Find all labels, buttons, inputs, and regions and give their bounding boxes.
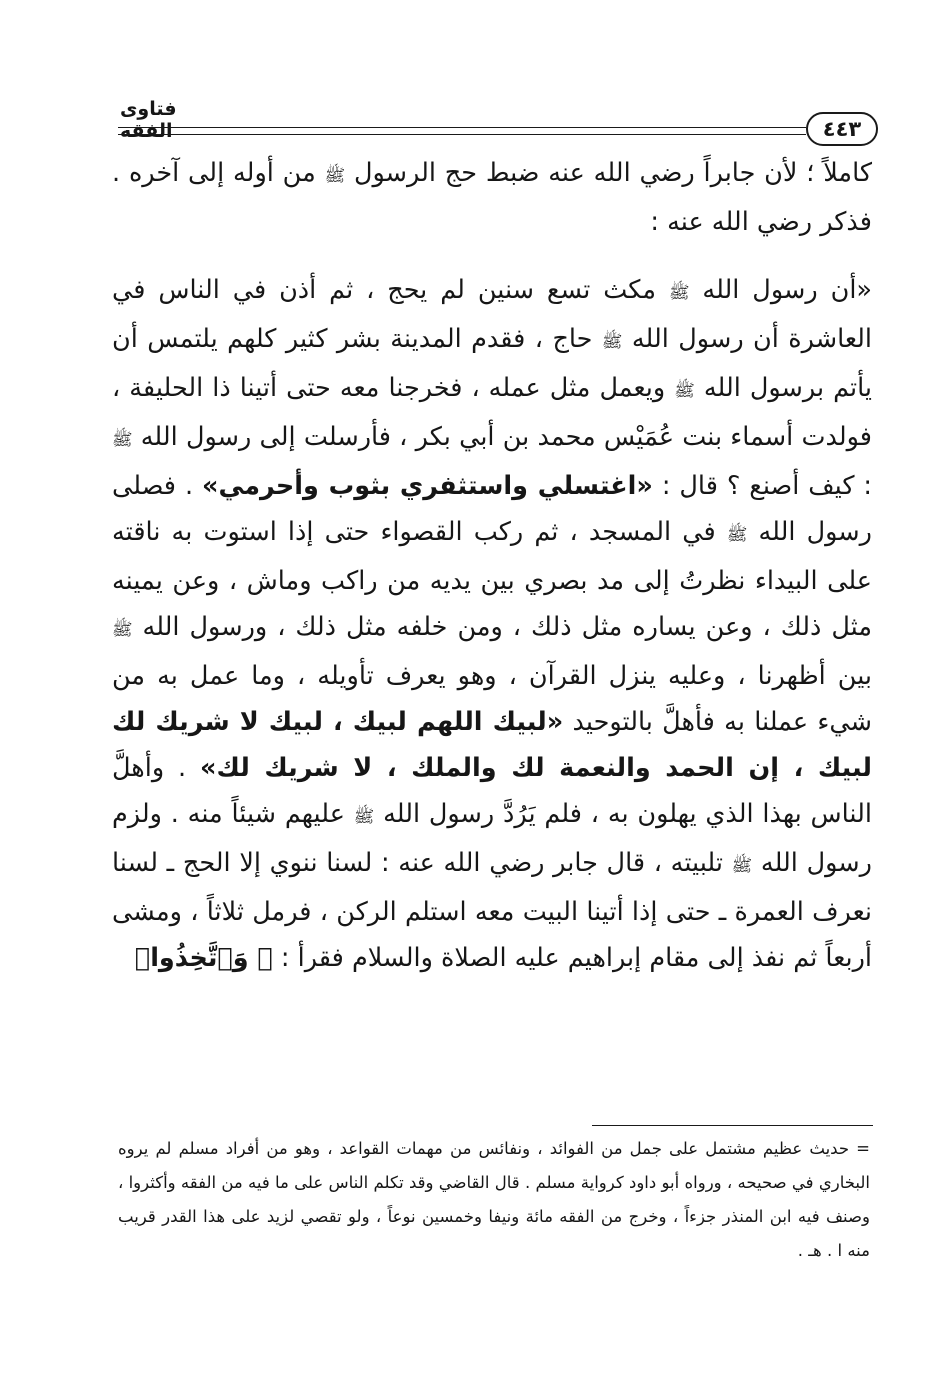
honorific-glyph: ﷺ xyxy=(112,430,133,450)
honorific-glyph: ﷺ xyxy=(731,856,753,876)
honorific-glyph: ﷺ xyxy=(668,283,690,303)
text-run: في المسجد ، ثم ركب القصواء حتى إذا استوت به ناقته على البيداء نظرتُ إلى مد بصري بين يديه من راكب وماش ، وعن يمينه مثل ذلك ، وعن يساره مثل ذلك ، ومن خلفه مثل ذلك ، ورسول الله xyxy=(112,517,872,642)
honorific-glyph: ﷺ xyxy=(353,807,375,827)
bold-talbiyah: «لبيك اللهم لبيك ، لبيك لا شريك لك لبيك ، إن الحمد والنعمة لك والملك ، لا شريك لك» xyxy=(112,707,873,783)
paragraph-hadith xyxy=(112,267,872,981)
header-rule xyxy=(118,127,806,135)
footnote: = حديث عظيم مشتمل على جمل من الفوائد ، ونفائس من مهمات القواعد ، وهو من أفراد مسلم لم يروه البخاري في صحيحه ، ورواه أبو داود كرواية مسلم . قال القاضي وقد تكلم الناس على ما فيه من الفقه وأكثروا ، وصنف فيه ابن المنذر جزءاً ، وخرج من الفقه مائة ونيفا وخمسين نوعاً ، ولو تقصي لزيد على هذا القدر قريب منه ا . هـ . xyxy=(118,1139,870,1260)
text-run: «أن رسول الله xyxy=(702,275,873,305)
text-run: . فصلى رسول الله xyxy=(112,471,872,547)
text-run: : كيف أصنع ؟ قال : xyxy=(661,471,873,501)
text-run: ويعمل مثل عمله ، فخرجنا معه حتى أتينا ذا الحليفة ، فولدت أسماء بنت عُمَيْس محمد بن أبي بكر ، فأرسلت إلى رسول الله xyxy=(112,373,872,452)
page-number-badge xyxy=(806,112,878,146)
honorific-glyph: ﷺ xyxy=(112,620,133,640)
text-run: . وأهلَّ الناس بهذا الذي يهلون به ، فلم يَرُدَّ رسول الله xyxy=(112,753,872,829)
honorific-glyph: ﷺ xyxy=(726,525,748,545)
text-run: حاج ، فقدم المدينة بشر كثير كلهم يلتمس أن يأتم برسول الله xyxy=(112,324,873,403)
main-text xyxy=(112,150,872,981)
honorific-glyph: ﷺ xyxy=(601,332,623,352)
honorific-glyph: ﷺ xyxy=(674,381,695,401)
paragraph-intro xyxy=(112,150,872,245)
page-number: ٤٤٣ xyxy=(822,117,862,141)
footnote-rule xyxy=(592,1125,873,1126)
text-run: كاملاً ؛ لأن جابراً رضي الله عنه ضبط حج الرسول xyxy=(353,158,872,188)
text-run: بين أظهرنا ، وعليه ينزل القرآن ، وهو يعرف تأويله ، وما عمل به من شيء عملنا به فأهلَّ بالتوحيد xyxy=(112,661,873,737)
text-run: من أوله إلى آخره . فذكر رضي الله عنه : xyxy=(112,158,872,237)
running-header-title: فتاوى الفقه xyxy=(120,98,177,142)
text-run: مكث تسع سنين لم يحج ، ثم أذن في الناس في العاشرة أن رسول الله xyxy=(112,275,873,354)
text-run: عليهم شيئاً منه . ولزم رسول الله xyxy=(112,799,872,878)
honorific-glyph: ﷺ xyxy=(324,166,346,186)
quran-quote: ﴿ وَٱتَّخِذُوا۟ xyxy=(134,943,273,973)
bold-quote: «اغتسلي واستثفري بثوب وأحرمي» xyxy=(202,471,653,501)
text-run: تلبيته ، قال جابر رضي الله عنه : لسنا ننوي إلا الحج ـ لسنا نعرف العمرة ـ حتى إذا أتينا البيت معه استلم الركن ، فرمل ثلاثاً ، ومشى أربعاً ثم نفذ إلى مقام إبراهيم عليه الصلاة والسلام فقرأ : xyxy=(112,848,872,973)
